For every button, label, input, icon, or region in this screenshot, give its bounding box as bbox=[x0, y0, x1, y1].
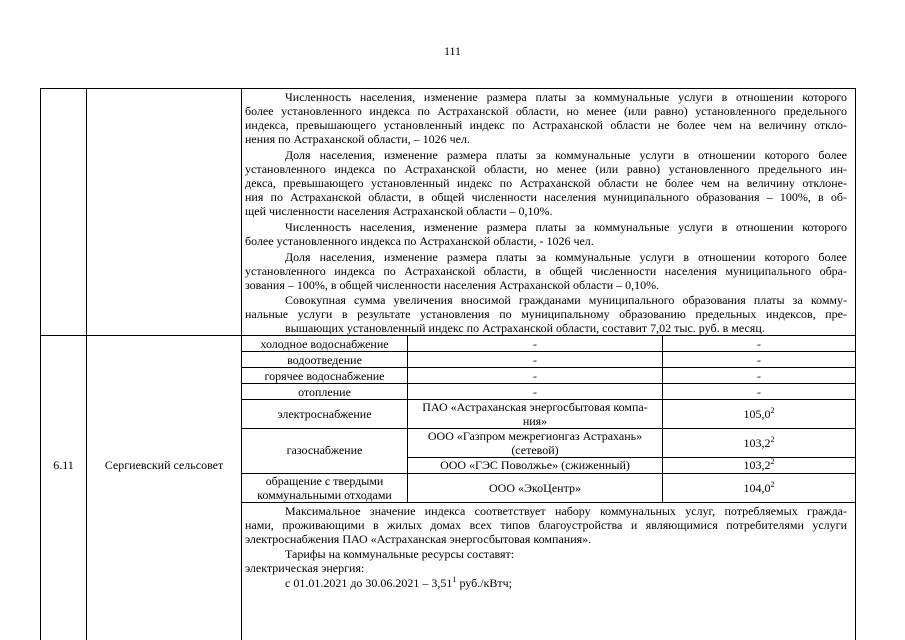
services-row-line-3 bbox=[241, 383, 855, 384]
provider-name: - bbox=[533, 353, 537, 367]
services-row-line-7 bbox=[241, 502, 855, 503]
index-number: 104,0 bbox=[743, 481, 771, 495]
service-name: горячее водоснабжение bbox=[264, 369, 385, 383]
paragraph-line: ния по Астраханской области, в общей численности населения муниципального образования – 100%, в об- bbox=[245, 190, 847, 204]
index-number: 103,2 bbox=[743, 458, 771, 472]
paragraph-line: зования – 100%, в общей численности населения Астраханской области – 0,10%. bbox=[245, 278, 660, 292]
provider-name: ООО «Газпром межрегионгаз Астрахань» bbox=[427, 429, 643, 443]
index-value bbox=[663, 481, 855, 495]
paragraph-line: вышающих установленный индекс по Астраханской области, составит 7,02 тыс. руб. в месяц. bbox=[285, 321, 765, 335]
index-value: - bbox=[757, 385, 761, 399]
tariffs-intro: Тарифы на коммунальные ресурсы составят: bbox=[285, 547, 515, 561]
tariff-text: с 01.01.2021 до 30.06.2021 – 3,51 bbox=[285, 576, 453, 590]
service-name-cont: коммунальными отходами bbox=[257, 488, 392, 502]
paragraph-line: нения по Астраханской области, – 1026 чел. bbox=[245, 132, 470, 146]
paragraph-line: Доля населения, изменение размера платы за коммунальные услуги в отношении которого более bbox=[285, 148, 847, 162]
footnote-mark: 2 bbox=[770, 457, 775, 466]
provider-name-cont: ния» bbox=[522, 414, 548, 428]
paragraph-line: Совокупная сумма увеличения вносимой гражданами муниципального образования платы за комму- bbox=[285, 293, 847, 307]
index-number: 103,2 bbox=[743, 436, 771, 450]
services-row-line-2 bbox=[241, 367, 855, 368]
footnote-mark: 1 bbox=[452, 575, 457, 584]
table-row-divider bbox=[40, 335, 855, 336]
page-number: 111 bbox=[443, 44, 462, 58]
paragraph-line: Численность населения, изменение размера платы за коммунальные услуги в отношении которого bbox=[285, 90, 847, 104]
provider-name-cont: (сетевой) bbox=[511, 443, 559, 457]
table-col-divider-1 bbox=[86, 88, 87, 640]
index-value bbox=[663, 458, 855, 472]
provider-name: ООО «ЭкоЦентр» bbox=[489, 481, 581, 495]
paragraph-line: установленного индекса по Астраханской области, но менее (или равно) установленного предельного ин- bbox=[245, 162, 847, 176]
notes-line: нами, проживающими в жилых домах всех типов благоустройства и являющимися потребителями услуги bbox=[245, 518, 847, 532]
notes-line: Максимальное значение индекса соответствует набору коммунальных услуг, потребляемых гражда- bbox=[285, 504, 847, 518]
index-value: - bbox=[757, 337, 761, 351]
paragraph-line: нальные услуги в результате установления по муниципальному образованию предельных индексов, пре- bbox=[245, 307, 847, 321]
municipality-name: Сергиевский сельсовет bbox=[104, 458, 224, 472]
index-value bbox=[663, 436, 855, 450]
paragraph-line: установленного индекса по Астраханской области, в общей численности населения муниципального обра- bbox=[245, 264, 847, 278]
table-border-top bbox=[40, 88, 855, 89]
service-name: водоотведение bbox=[287, 353, 362, 367]
service-name: газоснабжение bbox=[286, 443, 363, 457]
tariff-unit: руб./кВтч; bbox=[456, 576, 513, 590]
paragraph-line: более установленного индекса по Астраханской области, - 1026 чел. bbox=[245, 234, 594, 248]
service-name: электроснабжение bbox=[277, 407, 372, 421]
footnote-mark: 2 bbox=[770, 406, 775, 415]
paragraph-line: декса, превышающего установленный индекс по Астраханской области не более чем на величину отклоне- bbox=[245, 176, 847, 190]
services-row-line-1 bbox=[241, 351, 855, 352]
service-name: обращение с твердыми bbox=[265, 474, 384, 488]
notes-line: электроснабжения ПАО «Астраханская энергосбытовая компания». bbox=[245, 532, 592, 546]
electricity-label: электрическая энергия: bbox=[245, 561, 365, 575]
footnote-mark: 2 bbox=[770, 435, 775, 444]
provider-name: - bbox=[533, 337, 537, 351]
paragraph-line: щей численности населения Астраханской области – 0,10%. bbox=[245, 204, 553, 218]
index-number: 105,0 bbox=[743, 407, 771, 421]
paragraph-line: Доля населения, изменение размера платы за коммунальные услуги в отношении которого более bbox=[285, 250, 847, 264]
provider-name: ООО «ГЭС Поволжье» (сжиженный) bbox=[440, 458, 630, 472]
provider-name: ПАО «Астраханская энергосбытовая компа- bbox=[422, 400, 648, 414]
index-value: - bbox=[757, 353, 761, 367]
provider-name: - bbox=[533, 369, 537, 383]
paragraph-line: индекса, превышающего установленный индекс по Астраханской области не более чем на величину откло- bbox=[245, 118, 847, 132]
index-value bbox=[663, 407, 855, 421]
row-number: 6.11 bbox=[53, 458, 74, 472]
footnote-mark: 2 bbox=[770, 480, 775, 489]
table-border-right bbox=[855, 88, 856, 640]
paragraph-line: Численность населения, изменение размера платы за коммунальные услуги в отношении которого bbox=[285, 220, 847, 234]
electricity-tariff bbox=[285, 576, 512, 590]
index-value: - bbox=[757, 369, 761, 383]
table-border-left bbox=[40, 88, 41, 640]
paragraph-line: более установленного индекса по Астраханской области, но менее (или равно) установленного предельного bbox=[245, 104, 847, 118]
service-name: отопление bbox=[298, 385, 351, 399]
provider-name: - bbox=[533, 385, 537, 399]
service-name: холодное водоснабжение bbox=[260, 337, 389, 351]
